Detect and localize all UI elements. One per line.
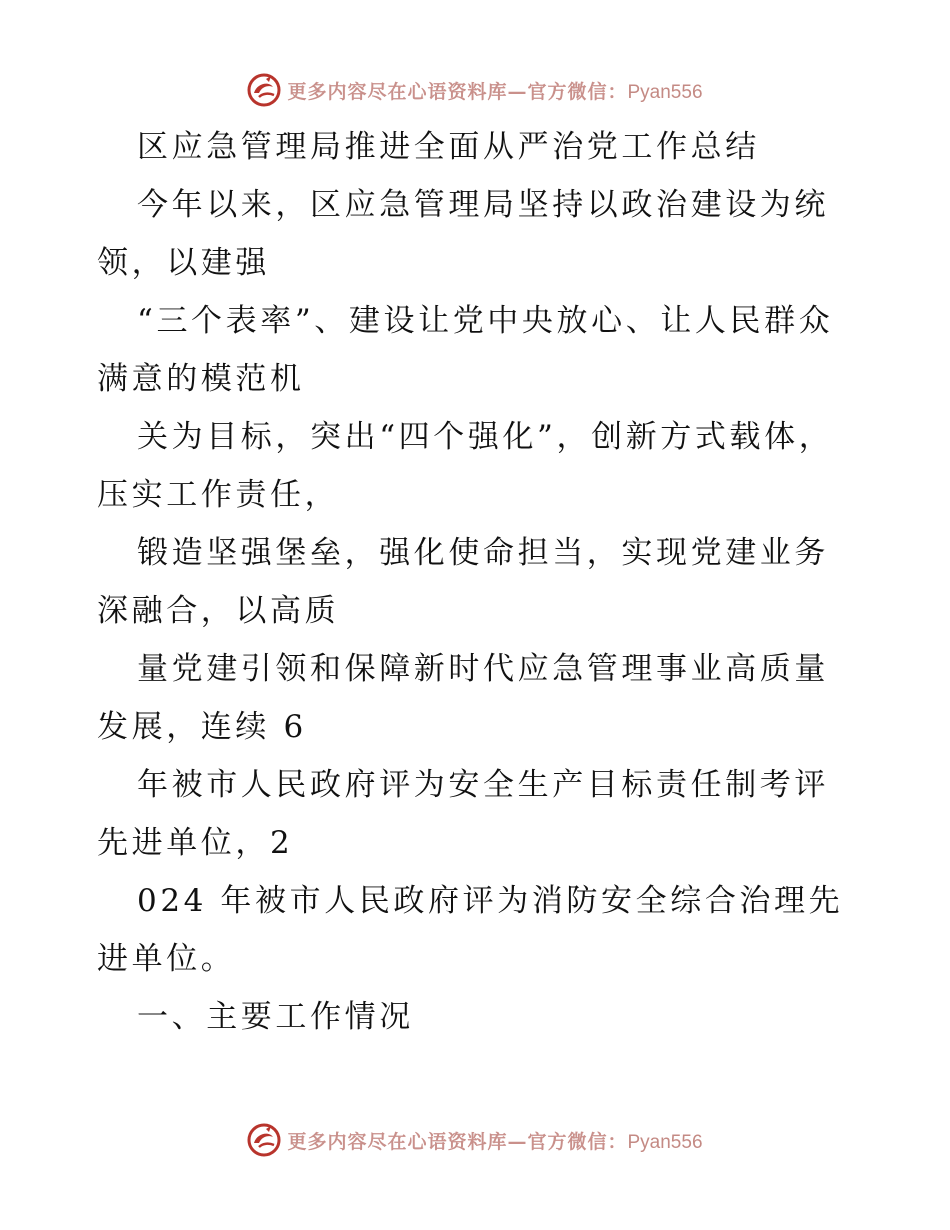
section-heading: 一、主要工作情况: [137, 999, 414, 1035]
paragraph-line: 024 年被市人民政府评为消防安全综合治理先进单位。: [97, 883, 844, 977]
swirl-logo-icon: [247, 1123, 281, 1157]
swirl-logo-icon: [247, 73, 281, 107]
header-watermark: [0, 70, 950, 110]
footer-watermark: [0, 1120, 950, 1160]
paragraph-line: 今年以来，区应急管理局坚持以政治建设为统领，以建强: [97, 187, 829, 281]
watermark-account: Pyan556: [627, 1131, 703, 1153]
watermark-label: 更多内容尽在心语资料库—官方微信：: [287, 1130, 628, 1153]
watermark-label: 更多内容尽在心语资料库—官方微信：: [287, 80, 628, 103]
document-body: [97, 118, 857, 1046]
paragraph-line: 锻造坚强堡垒，强化使命担当，实现党建业务深融合，以高质: [97, 535, 829, 629]
document-title: 区应急管理局推进全面从严治党工作总结: [137, 129, 760, 165]
paragraph-line: “三个表率”、建设让党中央放心、让人民群众满意的模范机: [97, 303, 834, 397]
paragraph-line: 年被市人民政府评为安全生产目标责任制考评先进单位，2: [97, 767, 829, 861]
watermark-text: [287, 1127, 702, 1154]
paragraph-line: 关为目标，突出“四个强化”，创新方式载体，压实工作责任，: [97, 419, 834, 513]
paragraph-line: 量党建引领和保障新时代应急管理事业高质量发展，连续 6: [97, 651, 829, 745]
watermark-text: [287, 77, 702, 104]
watermark-account: Pyan556: [627, 81, 703, 103]
